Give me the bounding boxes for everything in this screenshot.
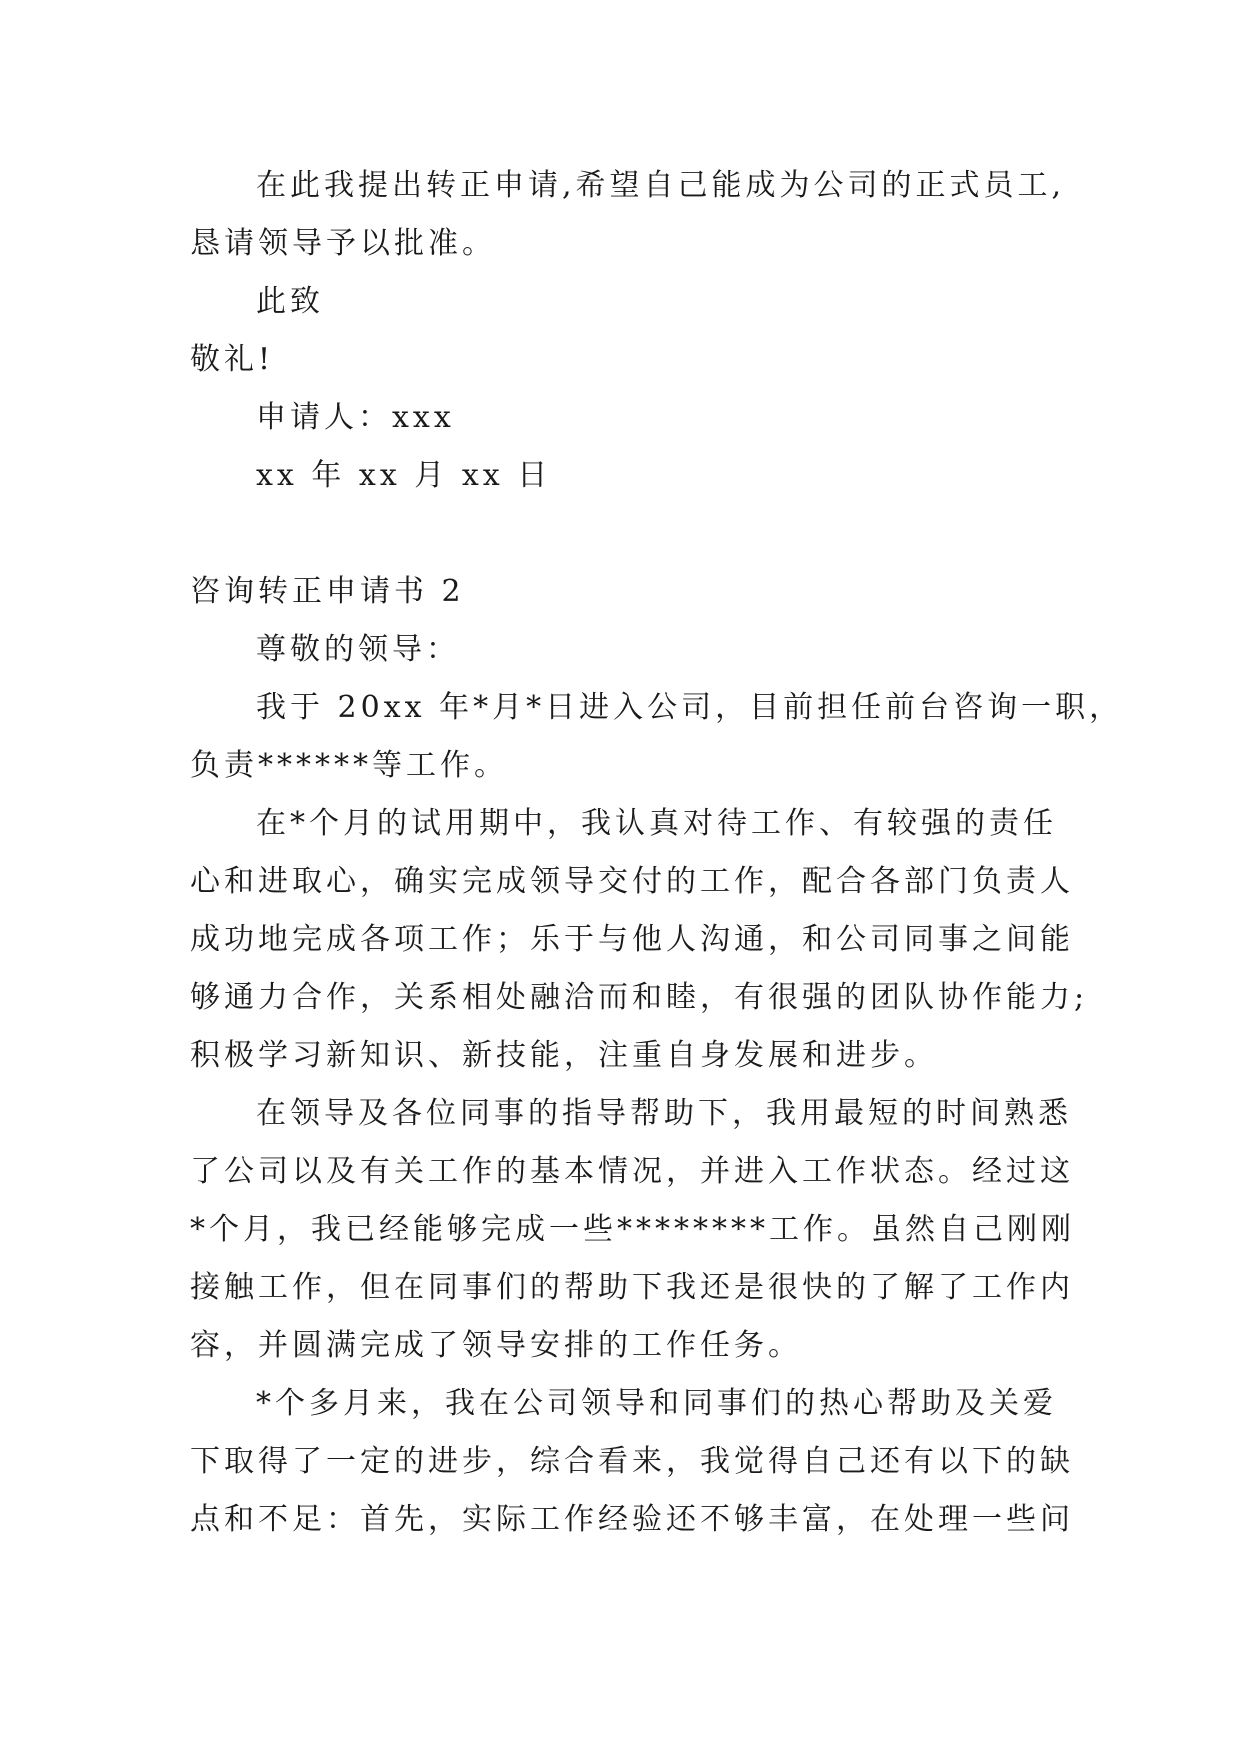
greeting: 尊敬的领导： bbox=[256, 632, 460, 667]
paragraph-line: 了公司以及有关工作的基本情况，并进入工作状态。经过这 bbox=[190, 1154, 1074, 1189]
closing-respect: 敬礼! bbox=[190, 342, 275, 377]
paragraph-line: 在*个月的试用期中，我认真对待工作、有较强的责任 bbox=[256, 806, 1057, 841]
signature-date: xx 年 xx 月 xx 日 bbox=[256, 458, 552, 493]
paragraph-line: 够通力合作，关系相处融洽而和睦，有很强的团队协作能力; bbox=[190, 980, 1089, 1015]
paragraph-line: *个月，我已经能够完成一些********工作。虽然自己刚刚 bbox=[190, 1212, 1075, 1247]
paragraph-line: 恳请领导予以批准。 bbox=[190, 226, 496, 261]
paragraph-line: 容，并圆满完成了领导安排的工作任务。 bbox=[190, 1328, 802, 1363]
closing-salutation: 此致 bbox=[256, 284, 324, 319]
paragraph-line: 我于 20xx 年*月*日进入公司，目前担任前台咨询一职， bbox=[256, 690, 1124, 725]
paragraph-line: 在领导及各位同事的指导帮助下，我用最短的时间熟悉 bbox=[256, 1096, 1072, 1131]
paragraph-line: *个多月来，我在公司领导和同事们的热心帮助及关爱 bbox=[256, 1386, 1057, 1421]
paragraph-line: 负责******等工作。 bbox=[190, 748, 508, 783]
applicant-signature: 申请人：xxx bbox=[256, 400, 455, 435]
paragraph-line: 下取得了一定的进步，综合看来，我觉得自己还有以下的缺 bbox=[190, 1444, 1074, 1479]
paragraph-line: 接触工作，但在同事们的帮助下我还是很快的了解了工作内 bbox=[190, 1270, 1074, 1305]
paragraph-line: 积极学习新知识、新技能，注重自身发展和进步。 bbox=[190, 1038, 938, 1073]
section-title: 咨询转正申请书 2 bbox=[190, 574, 465, 609]
paragraph-line: 在此我提出转正申请,希望自己能成为公司的正式员工, bbox=[256, 168, 1066, 203]
paragraph-line: 心和进取心，确实完成领导交付的工作，配合各部门负责人 bbox=[190, 864, 1074, 899]
paragraph-line: 成功地完成各项工作；乐于与他人沟通，和公司同事之间能 bbox=[190, 922, 1074, 957]
paragraph-line: 点和不足：首先，实际工作经验还不够丰富，在处理一些问 bbox=[190, 1502, 1074, 1537]
